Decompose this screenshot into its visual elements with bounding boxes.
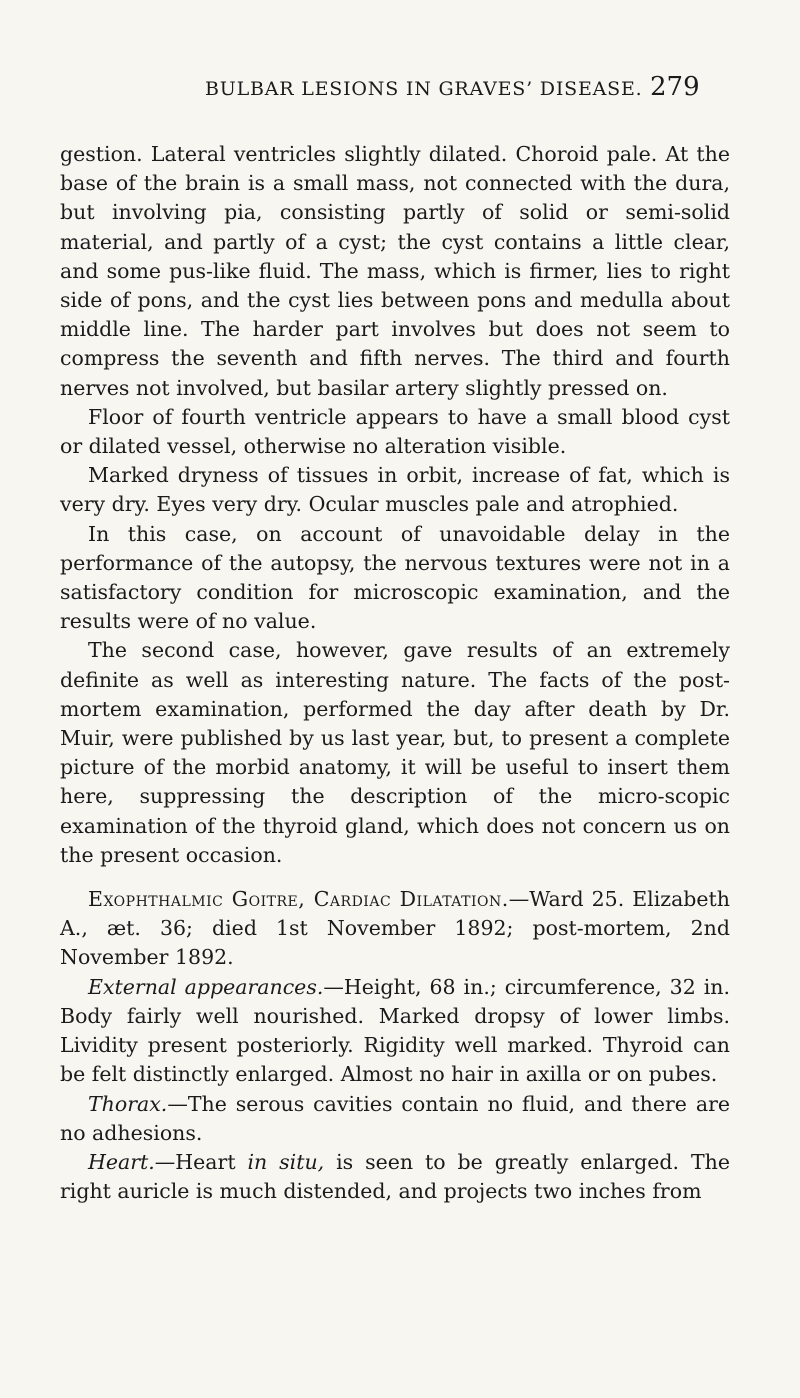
section-thorax bbox=[60, 1090, 730, 1148]
section-text: —Heart bbox=[154, 1149, 248, 1174]
case-heading: Exophthalmic Goitre, Cardiac Dilatation. bbox=[88, 887, 509, 912]
section-label: External appearances. bbox=[88, 974, 324, 999]
paragraph: Floor of fourth ventricle appears to have a small blood cyst or dilated vessel, otherwise no alteration visible. bbox=[60, 404, 730, 459]
paragraph: In this case, on account of unavoidable delay in the performance of the autopsy, the nervous textures were not in a satisfactory condition for microscopic examination, and the results were of no value. bbox=[60, 521, 730, 634]
page-number: 279 bbox=[650, 72, 700, 102]
section-label: Heart. bbox=[88, 1149, 155, 1174]
case-details: —Ward 25. Elizabeth A., æt. 36; died 1st November 1892; post-mortem, 2nd November 1892. bbox=[60, 887, 730, 970]
section-text: —Height, 68 in.; circumference, 32 in. Body fairly well nourished. Marked dropsy of lower limbs. Lividity present posteriorly. Rigidity well marked. Thyroid can be felt distinctly enlarged. Almost no hair in axilla or on pubes. bbox=[60, 974, 730, 1087]
paragraph: The second case, however, gave results of an extremely definite as well as interesting nature. The facts of the post-mortem examination, performed the day after death by Dr. Muir, were published by us last year, but, to present a complete picture of the morbid anatomy, it will be useful to insert them here, suppressing the description of the micro-scopic examination of the thyroid gland, which does not concern us on the present occasion. bbox=[60, 638, 730, 867]
running-head: BULBAR LESIONS IN GRAVES’ DISEASE. bbox=[205, 78, 643, 100]
case-heading-paragraph bbox=[60, 885, 730, 973]
section-heart bbox=[60, 1148, 730, 1206]
section-external-appearances bbox=[60, 973, 730, 1090]
body-text bbox=[60, 140, 730, 1206]
section-text: —The serous cavities contain no fluid, and there are no adhesions. bbox=[60, 1091, 730, 1145]
paragraph: Marked dryness of tissues in orbit, increase of fat, which is very dry. Eyes very dry. Ocular muscles pale and atrophied. bbox=[60, 463, 730, 517]
paragraph: gestion. Lateral ventricles slightly dilated. Choroid pale. At the base of the brain is a small mass, not connected with the dura, but involving pia, consisting partly of solid or semi-solid material, and partly of a cyst; the cyst contains a little clear, and some pus-like fluid. The mass, which is firmer, lies to right side of pons, and the cyst lies between pons and medulla about middle line. The harder part involves but does not seem to compress the seventh and fifth nerves. The third and fourth nerves not involved, but basilar artery slightly pressed on. bbox=[60, 142, 730, 400]
section-label: Thorax. bbox=[88, 1091, 168, 1116]
section-text: is seen to be greatly enlarged. The right auricle is much distended, and projects two inches from bbox=[60, 1149, 730, 1204]
section-text-italic: in situ, bbox=[247, 1149, 325, 1174]
